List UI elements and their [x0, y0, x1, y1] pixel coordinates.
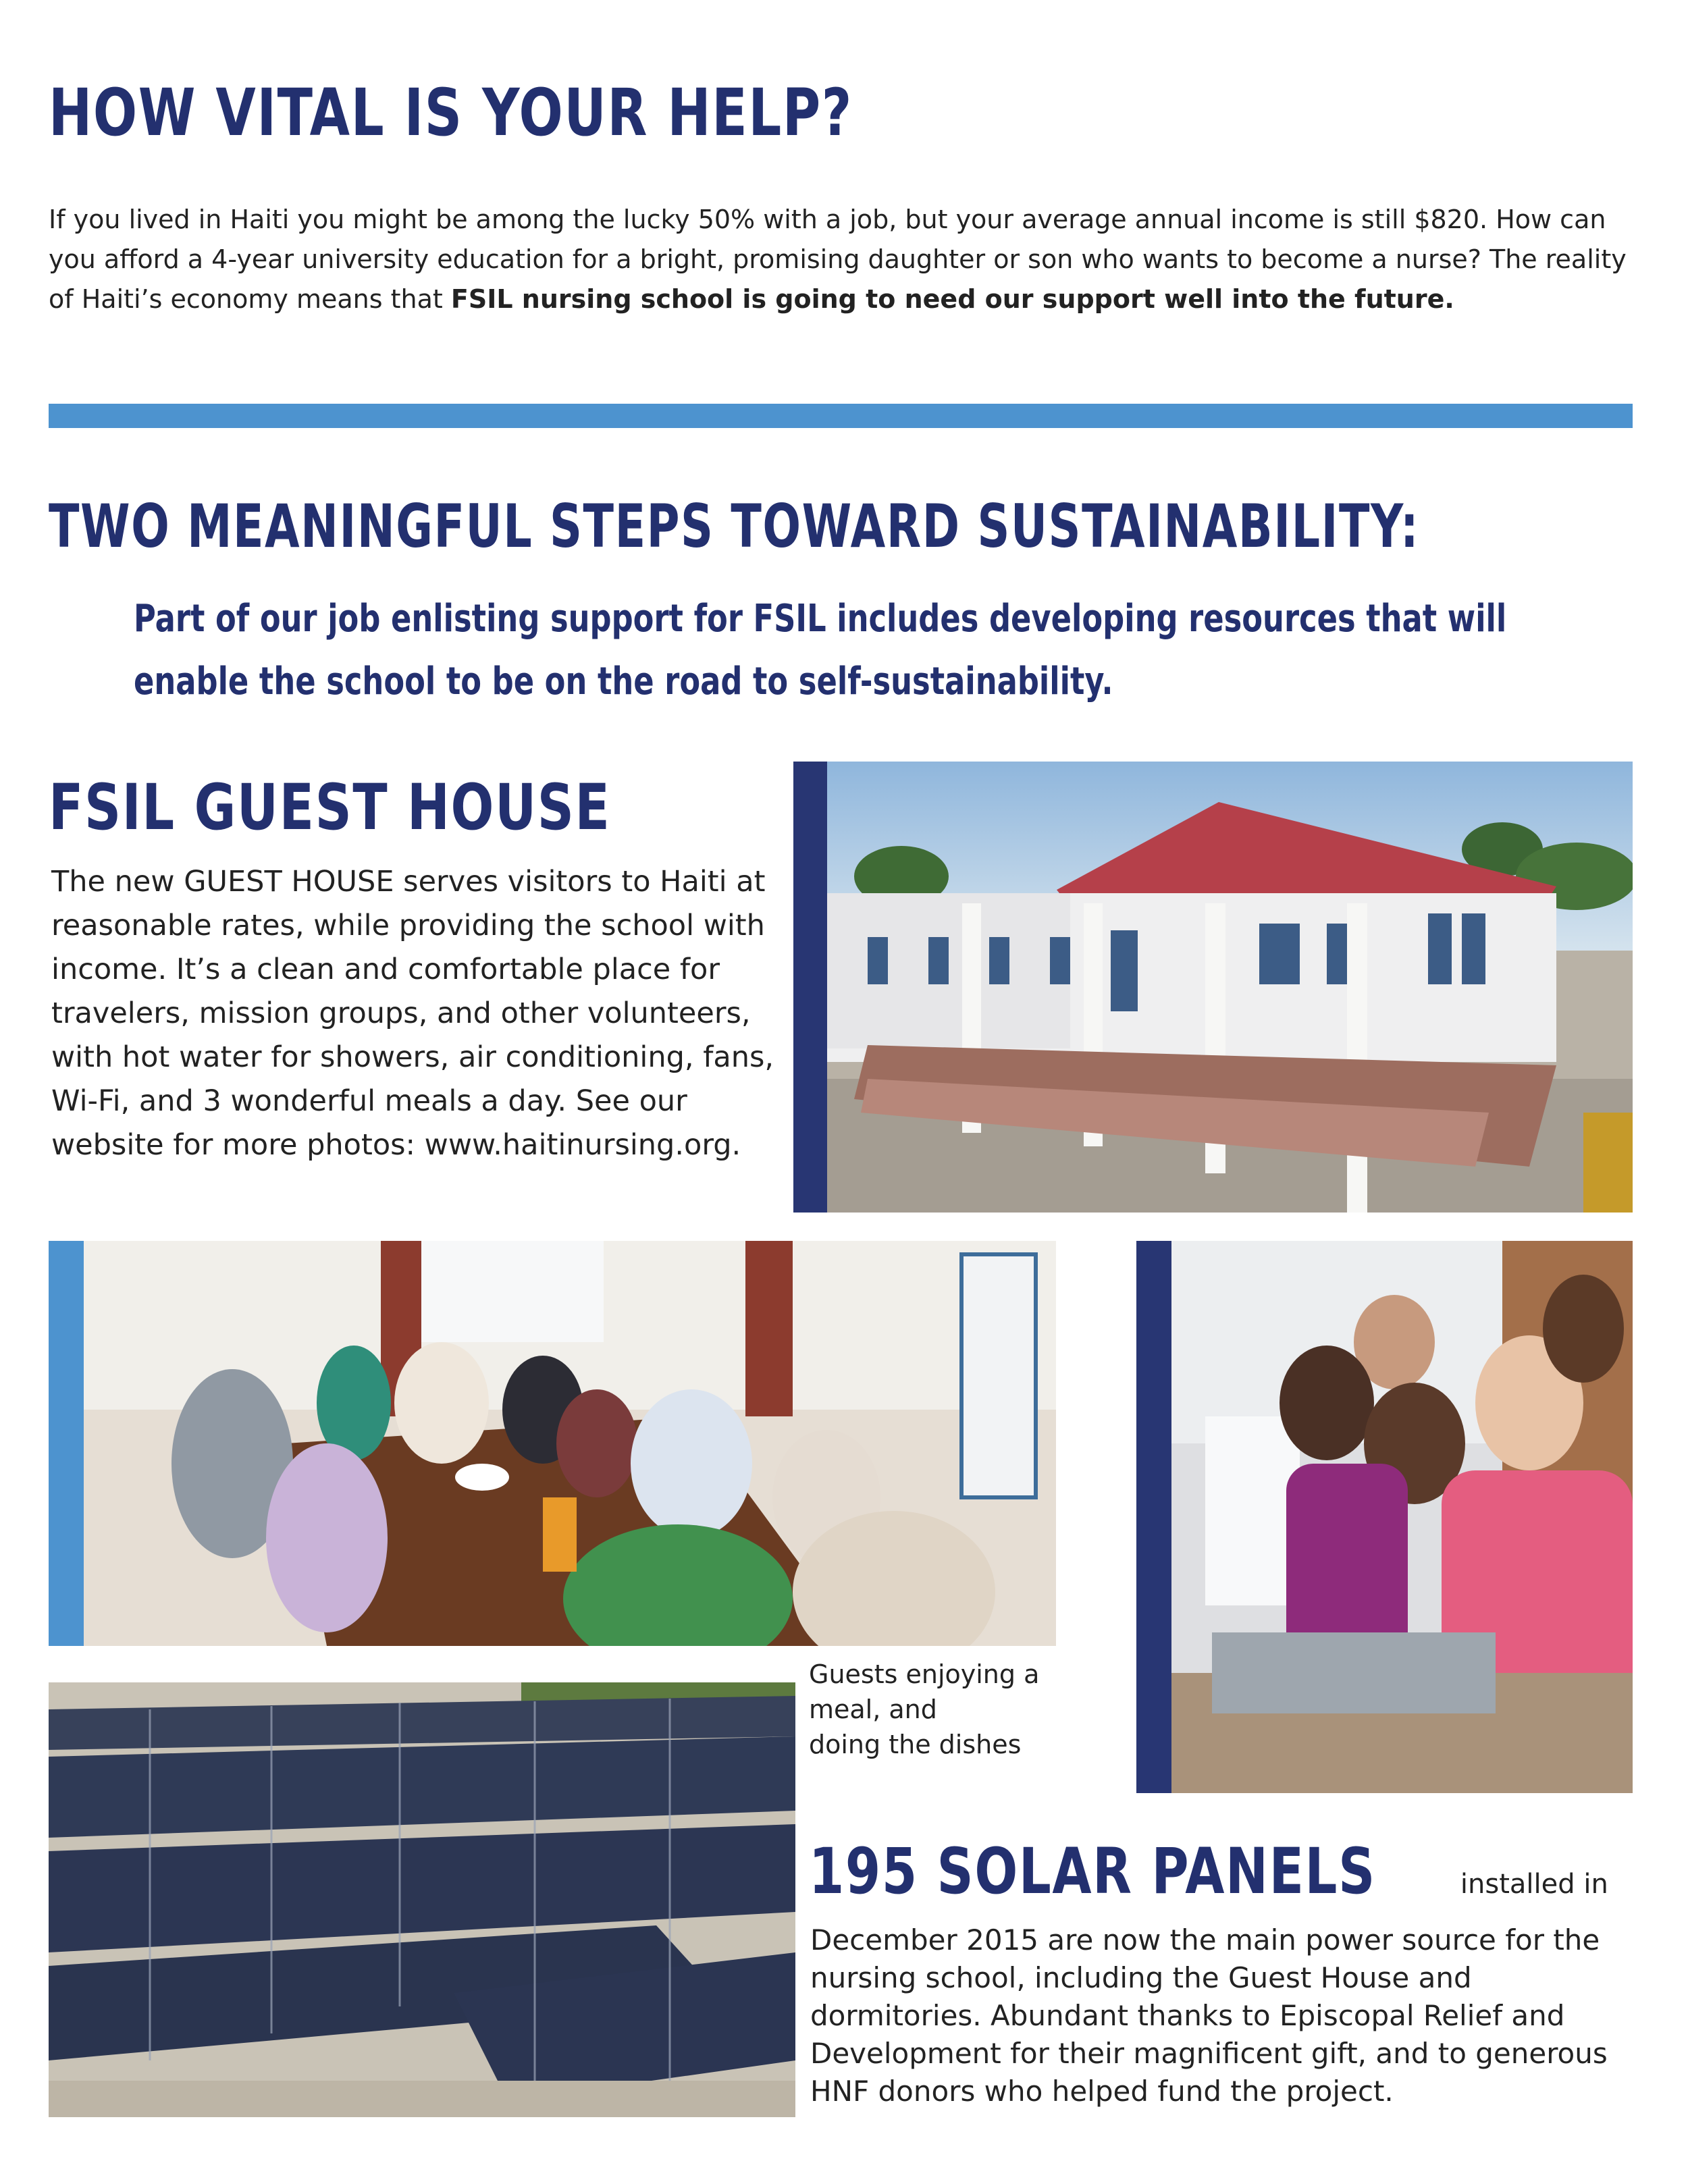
solar-heading-row	[809, 1835, 1608, 1909]
intro-paragraph-emphasis: FSIL nursing school is going to need our support well into the future.	[450, 284, 1454, 314]
solar-paragraph: December 2015 are now the main power source for the nursing school, including the Guest House and dormitories. Abundant thanks to Episcopal Relief and Development for their magnificent gift, and to generous HNF donors who helped fund the project.	[810, 1923, 1608, 2108]
intro-paragraph	[49, 200, 1629, 319]
dishes-photo-bar	[1136, 1241, 1171, 1793]
photo-caption-line-2: meal, and	[809, 1695, 937, 1724]
guest-house-photo-bar	[793, 762, 827, 1213]
solar-lead: installed in	[1460, 1869, 1608, 1900]
solar-heading: 195 SOLAR PANELS	[809, 1835, 1376, 1909]
guest-house-photo	[827, 762, 1633, 1213]
solar-panels-photo	[49, 1682, 795, 2117]
steps-subheading-box	[134, 587, 1622, 713]
photo-caption-line-3: doing the dishes	[809, 1730, 1022, 1759]
intro-paragraph-text: If you lived in Haiti you might be among the lucky 50% with a job, but your average annual income is still $820. How can you afford a 4-year university education for a bright, promising daughter or son who wants to become a nurse? The reality of Haiti’s economy means that	[49, 205, 1627, 314]
dishes-image	[1171, 1241, 1633, 1793]
intro-heading: HOW VITAL IS YOUR HELP?	[49, 75, 853, 151]
steps-subheading: Part of our job enlisting support for FSIL includes developing resources that will enable the school to be on the road to self-sustainability.	[134, 597, 1507, 703]
dishes-photo	[1171, 1241, 1633, 1793]
steps-heading: TWO MEANINGFUL STEPS TOWARD SUSTAINABILITY:	[49, 491, 1420, 561]
photo-caption	[809, 1657, 1039, 1762]
guest-house-paragraph: The new GUEST HOUSE serves visitors to Haiti at reasonable rates, while providing the school with income. It’s a clean and comfortable place for travelers, mission groups, and other volunteers, with hot water for showers, air conditioning, fans, Wi-Fi, and 3 wonderful meals a day. See our website for more photos: www.haitinursing.org.	[51, 865, 774, 1162]
solar-panels-image	[49, 1682, 795, 2117]
guest-house-image	[827, 762, 1633, 1213]
dining-image	[84, 1241, 1056, 1646]
dining-photo	[84, 1241, 1056, 1646]
dining-photo-bar	[49, 1241, 84, 1646]
guest-house-heading: FSIL GUEST HOUSE	[49, 771, 611, 845]
photo-caption-line-1: Guests enjoying a	[809, 1659, 1040, 1689]
section-divider	[49, 404, 1633, 428]
